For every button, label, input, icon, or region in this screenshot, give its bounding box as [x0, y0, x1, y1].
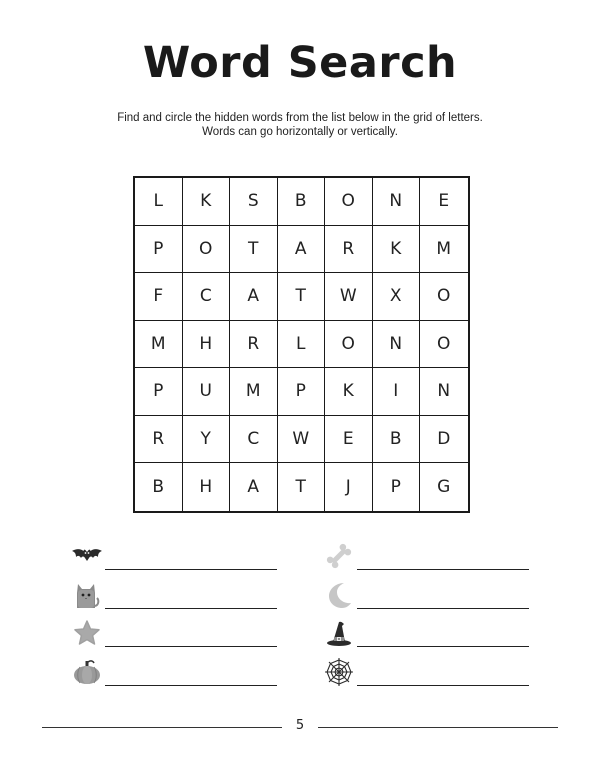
grid-cell[interactable]: P — [373, 463, 421, 511]
grid-cell[interactable]: P — [135, 226, 183, 274]
answer-line[interactable] — [105, 684, 277, 686]
grid-cell[interactable]: K — [373, 226, 421, 274]
instructions-line-2: Words can go horizontally or vertically. — [202, 126, 398, 138]
grid-cell[interactable]: T — [278, 273, 326, 321]
answer-line[interactable] — [357, 607, 529, 609]
grid-cell[interactable]: K — [325, 368, 373, 416]
grid-cell[interactable]: X — [373, 273, 421, 321]
instructions — [0, 111, 600, 139]
grid-cell[interactable]: W — [325, 273, 373, 321]
word-search-grid[interactable] — [133, 176, 470, 513]
grid-cell[interactable]: R — [135, 416, 183, 464]
clue-row-spider-web — [322, 656, 529, 688]
grid-cell[interactable]: T — [278, 463, 326, 511]
pumpkin-icon — [70, 656, 104, 688]
answer-line[interactable] — [357, 645, 529, 647]
grid-cell[interactable]: M — [420, 226, 468, 274]
answer-line[interactable] — [357, 684, 529, 686]
grid-cell[interactable]: H — [183, 463, 231, 511]
grid-cell[interactable]: P — [135, 368, 183, 416]
footer-divider-left — [42, 727, 282, 728]
grid-cell[interactable]: S — [230, 178, 278, 226]
grid-cell[interactable]: R — [325, 226, 373, 274]
instructions-line-1: Find and circle the hidden words from the list below in the grid of letters. — [117, 112, 483, 124]
grid-cell[interactable]: H — [183, 321, 231, 369]
clue-row-moon — [322, 579, 529, 611]
answer-line[interactable] — [105, 645, 277, 647]
bat-icon — [70, 540, 104, 572]
grid-cell[interactable]: O — [183, 226, 231, 274]
grid-cell[interactable]: N — [373, 321, 421, 369]
grid-cell[interactable]: W — [278, 416, 326, 464]
grid-cell[interactable]: B — [135, 463, 183, 511]
answer-line[interactable] — [105, 607, 277, 609]
grid-cell[interactable]: M — [135, 321, 183, 369]
witch-hat-icon — [322, 617, 356, 649]
clue-row-bat — [70, 540, 277, 572]
grid-cell[interactable]: F — [135, 273, 183, 321]
grid-cell[interactable]: A — [278, 226, 326, 274]
grid-cell[interactable]: T — [230, 226, 278, 274]
grid-cell[interactable]: O — [325, 178, 373, 226]
grid-cell[interactable]: G — [437, 476, 451, 497]
grid-cell[interactable]: J — [325, 463, 373, 511]
clue-row-pumpkin — [70, 656, 277, 688]
grid-cell[interactable]: N — [373, 178, 421, 226]
grid-cell[interactable]: B — [373, 416, 421, 464]
clue-row-cat — [70, 579, 277, 611]
grid-cell[interactable]: N — [420, 368, 468, 416]
star-icon — [70, 617, 104, 649]
bone-icon — [322, 540, 356, 572]
grid-cell[interactable]: A — [230, 273, 278, 321]
grid-cell[interactable]: E — [420, 178, 468, 226]
clue-row-witch-hat — [322, 617, 529, 649]
grid-cell[interactable]: C — [230, 416, 278, 464]
grid-cell[interactable]: U — [183, 368, 231, 416]
clue-row-bone — [322, 540, 529, 572]
grid-cell[interactable]: Y — [183, 416, 231, 464]
grid-cell[interactable]: D — [420, 416, 468, 464]
grid-cell[interactable]: L — [278, 321, 326, 369]
answer-line[interactable] — [357, 568, 529, 570]
grid-cell[interactable]: L — [135, 178, 183, 226]
moon-icon — [322, 579, 356, 611]
grid-cell[interactable]: E — [325, 416, 373, 464]
grid-cell[interactable]: O — [325, 321, 373, 369]
grid-cell[interactable]: R — [230, 321, 278, 369]
grid-cell[interactable]: P — [278, 368, 326, 416]
grid-cell[interactable]: O — [420, 273, 468, 321]
grid-cell[interactable]: M — [230, 368, 278, 416]
grid-cell[interactable]: A — [230, 463, 278, 511]
grid-cell[interactable]: C — [183, 273, 231, 321]
answer-line[interactable] — [105, 568, 277, 570]
page-number: 5 — [295, 718, 305, 733]
grid-cell[interactable]: K — [183, 178, 231, 226]
cat-icon — [70, 579, 104, 611]
grid-cell[interactable]: I — [373, 368, 421, 416]
grid-cell[interactable]: O — [420, 321, 468, 369]
grid-cell[interactable]: B — [278, 178, 326, 226]
clue-row-star — [70, 617, 277, 649]
page-title: Word Search — [142, 38, 458, 88]
footer-divider-right — [318, 727, 558, 728]
spider-web-icon — [322, 656, 356, 688]
